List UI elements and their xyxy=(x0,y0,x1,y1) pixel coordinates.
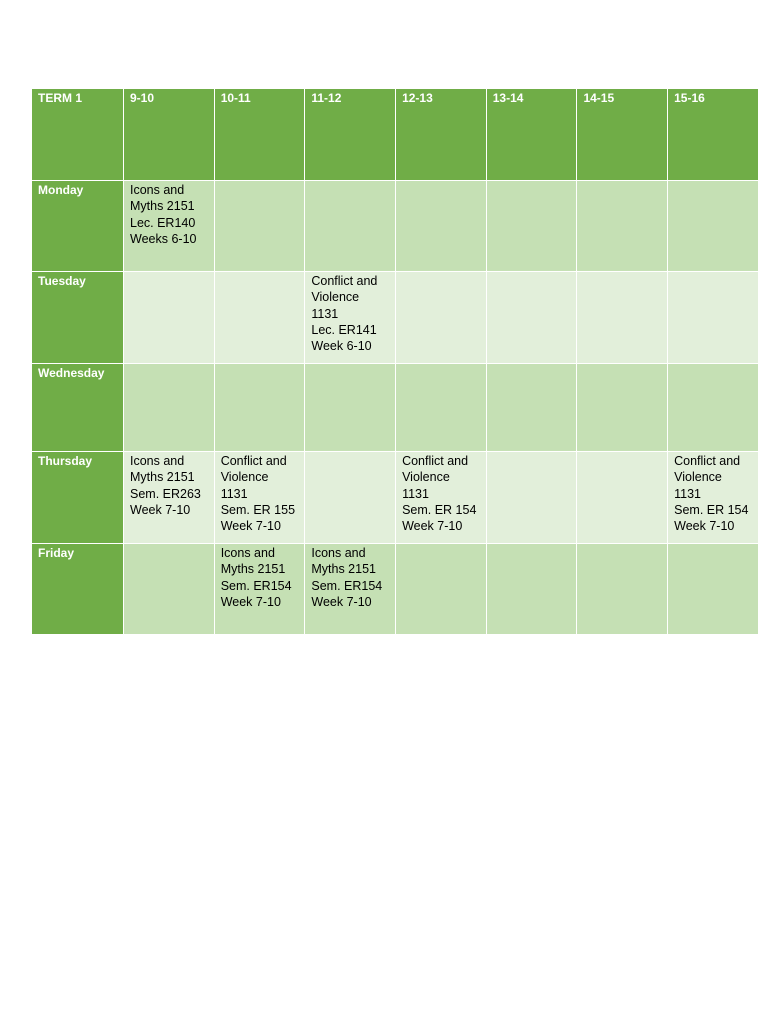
empty-slot-cell xyxy=(668,181,759,272)
empty-slot-cell xyxy=(577,452,668,544)
class-entry-line: 1131 xyxy=(402,486,429,501)
class-entry-cell xyxy=(396,452,487,544)
class-entry-line: Violence xyxy=(220,470,269,485)
timetable xyxy=(31,88,759,635)
class-entry-line: Icons and xyxy=(130,454,185,468)
time-slot-header: 14-15 xyxy=(577,89,668,181)
class-entry-cell xyxy=(305,544,396,635)
class-entry-line: Icons and xyxy=(220,546,275,560)
empty-slot-cell xyxy=(305,452,396,544)
empty-slot-cell xyxy=(668,364,759,452)
class-entry-line: Icons and xyxy=(130,183,185,197)
class-entry-line: Sem. ER263 xyxy=(130,486,201,501)
empty-slot-cell xyxy=(577,181,668,272)
class-entry-line: Week 7-10 xyxy=(220,519,281,534)
time-slot-header: 11-12 xyxy=(305,89,396,181)
timetable-row-tuesday xyxy=(32,272,759,364)
empty-slot-cell xyxy=(486,544,577,635)
class-entry-cell xyxy=(214,452,305,544)
empty-slot-cell xyxy=(214,364,305,452)
empty-slot-cell xyxy=(486,452,577,544)
empty-slot-cell xyxy=(214,272,305,364)
class-entry-line: Lec. ER140 xyxy=(130,215,196,230)
class-entry-line: Conflict and xyxy=(220,454,287,468)
empty-slot-cell xyxy=(668,272,759,364)
day-label: Monday xyxy=(32,181,124,272)
timetable-row-wednesday xyxy=(32,364,759,452)
class-entry-cell xyxy=(305,272,396,364)
class-entry-cell xyxy=(214,544,305,635)
term-label: TERM 1 xyxy=(32,89,124,181)
empty-slot-cell xyxy=(396,272,487,364)
class-entry-line: Conflict and xyxy=(311,274,378,288)
empty-slot-cell xyxy=(124,364,215,452)
class-entry-line: Myths 2151 xyxy=(130,199,195,214)
empty-slot-cell xyxy=(486,181,577,272)
class-entry-line: Violence xyxy=(311,290,360,305)
day-label: Friday xyxy=(32,544,124,635)
class-entry-line: Sem. ER 155 xyxy=(220,502,296,517)
class-entry-line: Week 7-10 xyxy=(130,502,191,517)
class-entry-line: Myths 2151 xyxy=(311,562,376,577)
class-entry-line: Weeks 6-10 xyxy=(130,231,197,246)
day-label: Thursday xyxy=(32,452,124,544)
class-entry-line: Week 7-10 xyxy=(220,594,281,609)
class-entry-line: Week 7-10 xyxy=(311,594,372,609)
class-entry-line: 1131 xyxy=(674,486,702,501)
empty-slot-cell xyxy=(305,181,396,272)
empty-slot-cell xyxy=(396,544,487,635)
class-entry-line: Week 7-10 xyxy=(402,519,463,534)
timetable-row-thursday xyxy=(32,452,759,544)
empty-slot-cell xyxy=(486,364,577,452)
class-entry-line: Sem. ER 154 xyxy=(674,502,749,517)
empty-slot-cell xyxy=(668,544,759,635)
empty-slot-cell xyxy=(486,272,577,364)
class-entry-line: Myths 2151 xyxy=(220,562,286,577)
class-entry-line: 1131 xyxy=(311,306,339,321)
class-entry-line: Sem. ER 154 xyxy=(402,502,477,517)
class-entry-cell xyxy=(668,452,759,544)
empty-slot-cell xyxy=(396,181,487,272)
class-entry-line: 1131 xyxy=(220,486,248,501)
time-slot-header: 9-10 xyxy=(124,89,215,181)
class-entry-line: Myths 2151 xyxy=(130,470,195,485)
empty-slot-cell xyxy=(124,272,215,364)
header-row xyxy=(32,89,759,181)
class-entry-line: Conflict and xyxy=(402,454,469,468)
time-slot-header: 10-11 xyxy=(214,89,305,181)
class-entry-cell xyxy=(124,181,215,272)
class-entry-line: Icons and xyxy=(311,546,366,560)
time-slot-header: 15-16 xyxy=(668,89,759,181)
empty-slot-cell xyxy=(305,364,396,452)
empty-slot-cell xyxy=(577,364,668,452)
timetable-row-friday xyxy=(32,544,759,635)
class-entry-line: Sem. ER154 xyxy=(220,578,292,593)
class-entry-line: Violence xyxy=(674,470,722,485)
empty-slot-cell xyxy=(577,544,668,635)
empty-slot-cell xyxy=(124,544,215,635)
class-entry-line: Week 6-10 xyxy=(311,339,372,354)
time-slot-header: 13-14 xyxy=(486,89,577,181)
day-label: Wednesday xyxy=(32,364,124,452)
day-label: Tuesday xyxy=(32,272,124,364)
class-entry-line: Lec. ER141 xyxy=(311,322,377,337)
empty-slot-cell xyxy=(396,364,487,452)
class-entry-cell xyxy=(124,452,215,544)
class-entry-line: Violence xyxy=(402,470,450,485)
empty-slot-cell xyxy=(577,272,668,364)
class-entry-line: Sem. ER154 xyxy=(311,578,383,593)
time-slot-header: 12-13 xyxy=(396,89,487,181)
timetable-row-monday xyxy=(32,181,759,272)
empty-slot-cell xyxy=(214,181,305,272)
class-entry-line: Week 7-10 xyxy=(674,519,735,534)
class-entry-line: Conflict and xyxy=(674,454,741,468)
